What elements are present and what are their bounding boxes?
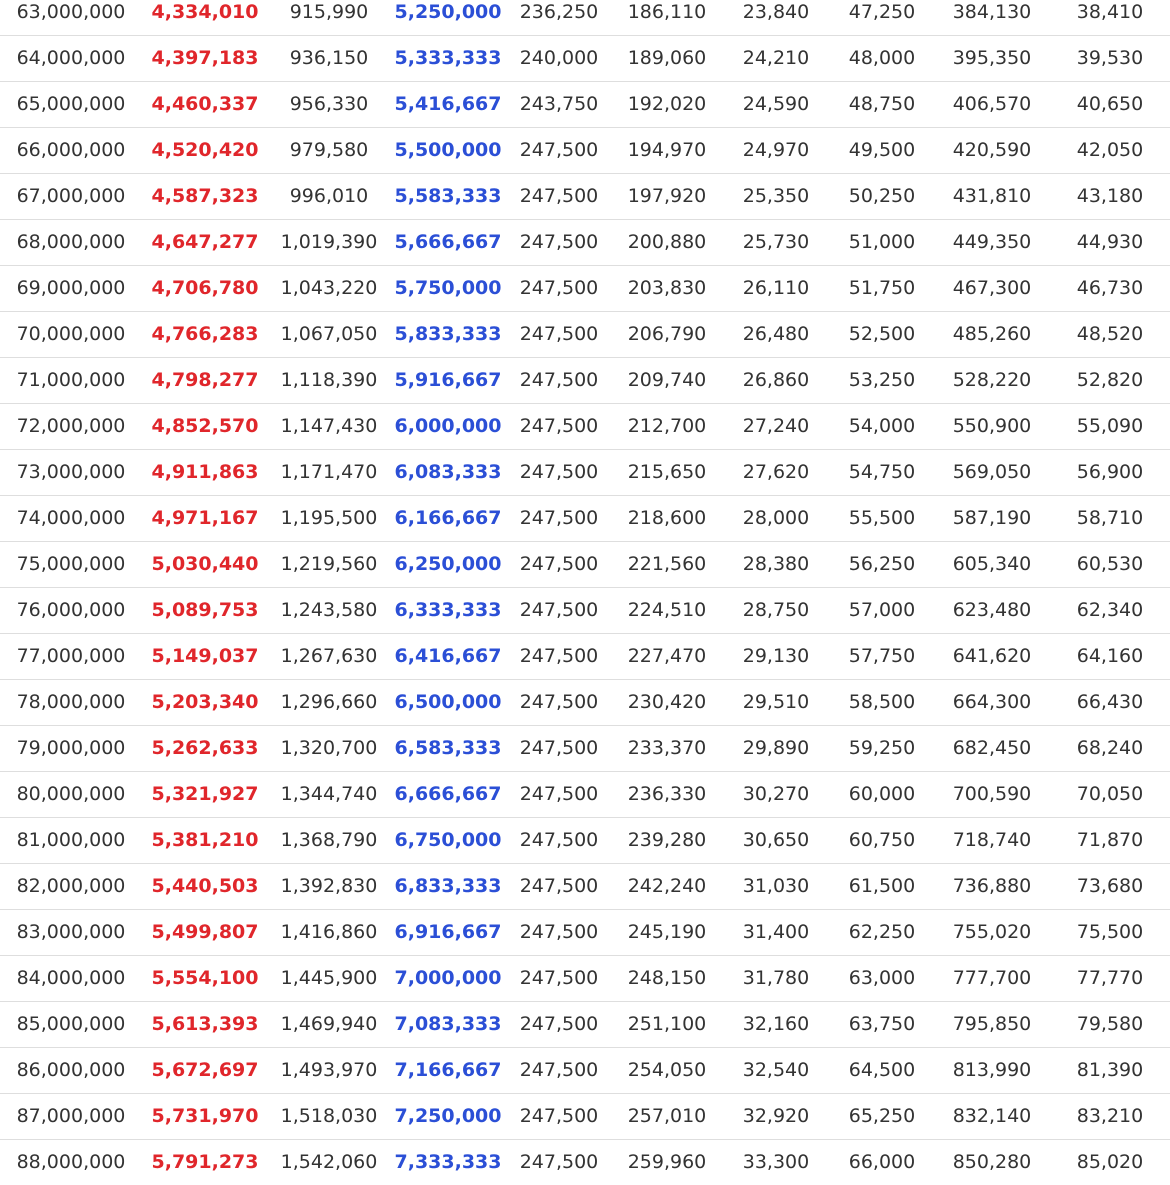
annual-salary-cell: 80,000,000 [0, 771, 142, 817]
total-deduction-cell: 1,195,500 [268, 495, 390, 541]
total-deduction-cell: 915,990 [268, 0, 390, 35]
local-tax-cell: 70,050 [1050, 771, 1170, 817]
local-tax-cell: 55,090 [1050, 403, 1170, 449]
pension-cell: 247,500 [506, 219, 612, 265]
table-row [0, 725, 1170, 771]
annual-salary-cell: 78,000,000 [0, 679, 142, 725]
table-row [0, 679, 1170, 725]
health-insurance-cell: 221,560 [612, 541, 722, 587]
local-tax-cell: 64,160 [1050, 633, 1170, 679]
total-deduction-cell: 996,010 [268, 173, 390, 219]
annual-salary-cell: 88,000,000 [16, 1151, 126, 1174]
monthly-salary-cell: 6,416,667 [390, 633, 506, 679]
monthly-salary-cell: 6,500,000 [390, 679, 506, 725]
annual-salary-cell: 83,000,000 [0, 909, 142, 955]
employment-insurance-cell: 51,000 [830, 219, 934, 265]
total-deduction-cell: 1,243,580 [268, 587, 390, 633]
employment-insurance-cell: 62,250 [830, 909, 934, 955]
health-insurance-cell: 212,700 [612, 403, 722, 449]
health-insurance-cell: 254,050 [612, 1047, 722, 1093]
monthly-salary-cell: 5,750,000 [390, 265, 506, 311]
table-row [0, 219, 1170, 265]
employment-insurance-cell: 50,250 [830, 173, 934, 219]
table-row [0, 633, 1170, 679]
local-tax-cell: 79,580 [1050, 1001, 1170, 1047]
income-tax-cell: 641,620 [934, 633, 1050, 679]
table-row [0, 173, 1170, 219]
net-deduction-cell: 4,334,010 [142, 0, 268, 35]
local-tax-cell: 73,680 [1050, 863, 1170, 909]
table-row [0, 265, 1170, 311]
total-deduction-cell: 1,019,390 [268, 219, 390, 265]
monthly-salary-cell: 7,000,000 [390, 955, 506, 1001]
table-row [0, 311, 1170, 357]
annual-salary-cell: 85,000,000 [0, 1001, 142, 1047]
health-insurance-cell: 259,960 [627, 1151, 707, 1174]
income-tax-cell: 569,050 [934, 449, 1050, 495]
net-deduction-cell: 4,911,863 [142, 449, 268, 495]
long-term-care-cell: 32,920 [722, 1093, 830, 1139]
net-deduction-cell: 5,613,393 [142, 1001, 268, 1047]
local-tax-cell: 39,530 [1050, 35, 1170, 81]
net-deduction-cell: 5,149,037 [142, 633, 268, 679]
net-deduction-cell: 4,520,420 [142, 127, 268, 173]
income-tax-cell: 384,130 [934, 0, 1050, 35]
monthly-salary-cell: 5,666,667 [390, 219, 506, 265]
annual-salary-cell: 73,000,000 [0, 449, 142, 495]
annual-salary-cell: 82,000,000 [0, 863, 142, 909]
employment-insurance-cell: 66,000 [848, 1151, 916, 1174]
annual-salary-cell: 81,000,000 [0, 817, 142, 863]
pension-cell: 247,500 [506, 771, 612, 817]
local-tax-cell: 52,820 [1050, 357, 1170, 403]
local-tax-cell: 71,870 [1050, 817, 1170, 863]
net-deduction-cell: 4,460,337 [142, 81, 268, 127]
net-deduction-cell: 4,706,780 [142, 265, 268, 311]
table-row [0, 1139, 1170, 1185]
income-tax-cell: 550,900 [934, 403, 1050, 449]
long-term-care-cell: 32,160 [722, 1001, 830, 1047]
annual-salary-cell: 63,000,000 [0, 0, 142, 35]
income-tax-cell: 587,190 [934, 495, 1050, 541]
health-insurance-cell: 248,150 [612, 955, 722, 1001]
pension-cell: 247,500 [506, 1093, 612, 1139]
table-row [0, 403, 1170, 449]
income-tax-cell: 449,350 [934, 219, 1050, 265]
long-term-care-cell: 30,650 [722, 817, 830, 863]
monthly-salary-cell: 6,333,333 [390, 587, 506, 633]
net-deduction-cell: 5,672,697 [142, 1047, 268, 1093]
monthly-salary-cell: 7,083,333 [390, 1001, 506, 1047]
long-term-care-cell: 25,350 [722, 173, 830, 219]
local-tax-cell: 60,530 [1050, 541, 1170, 587]
annual-salary-cell: 72,000,000 [0, 403, 142, 449]
pension-cell: 247,500 [506, 357, 612, 403]
health-insurance-cell: 218,600 [612, 495, 722, 541]
table-row [0, 955, 1170, 1001]
long-term-care-cell: 23,840 [722, 0, 830, 35]
total-deduction-cell: 1,542,060 [280, 1151, 378, 1174]
net-deduction-cell: 5,321,927 [142, 771, 268, 817]
net-deduction-cell: 4,852,570 [142, 403, 268, 449]
total-deduction-cell: 1,267,630 [268, 633, 390, 679]
local-tax-cell: 44,930 [1050, 219, 1170, 265]
income-tax-cell: 682,450 [934, 725, 1050, 771]
income-tax-cell: 755,020 [934, 909, 1050, 955]
total-deduction-cell: 1,296,660 [268, 679, 390, 725]
monthly-salary-cell: 6,833,333 [390, 863, 506, 909]
pension-cell: 247,500 [506, 173, 612, 219]
employment-insurance-cell: 58,500 [830, 679, 934, 725]
annual-salary-cell: 76,000,000 [0, 587, 142, 633]
health-insurance-cell: 203,830 [612, 265, 722, 311]
long-term-care-cell: 27,240 [722, 403, 830, 449]
annual-salary-cell: 68,000,000 [0, 219, 142, 265]
income-tax-cell: 664,300 [934, 679, 1050, 725]
net-deduction-cell: 5,262,633 [142, 725, 268, 771]
net-deduction-cell: 5,554,100 [142, 955, 268, 1001]
local-tax-cell: 40,650 [1050, 81, 1170, 127]
local-tax-cell: 66,430 [1050, 679, 1170, 725]
pension-cell: 247,500 [506, 127, 612, 173]
local-tax-cell: 43,180 [1050, 173, 1170, 219]
net-deduction-cell: 5,030,440 [142, 541, 268, 587]
table-row [0, 127, 1170, 173]
employment-insurance-cell: 49,500 [830, 127, 934, 173]
long-term-care-cell: 28,000 [722, 495, 830, 541]
employment-insurance-cell: 54,000 [830, 403, 934, 449]
total-deduction-cell: 956,330 [268, 81, 390, 127]
employment-insurance-cell: 65,250 [830, 1093, 934, 1139]
local-tax-cell: 48,520 [1050, 311, 1170, 357]
employment-insurance-cell: 53,250 [830, 357, 934, 403]
monthly-salary-cell: 6,583,333 [390, 725, 506, 771]
long-term-care-cell: 28,380 [722, 541, 830, 587]
income-tax-cell: 777,700 [934, 955, 1050, 1001]
total-deduction-cell: 1,493,970 [268, 1047, 390, 1093]
total-deduction-cell: 979,580 [268, 127, 390, 173]
long-term-care-cell: 27,620 [722, 449, 830, 495]
table-row [0, 541, 1170, 587]
health-insurance-cell: 251,100 [612, 1001, 722, 1047]
income-tax-cell: 406,570 [934, 81, 1050, 127]
net-deduction-cell: 4,397,183 [142, 35, 268, 81]
annual-salary-cell: 77,000,000 [0, 633, 142, 679]
monthly-salary-cell: 5,250,000 [390, 0, 506, 35]
monthly-salary-cell: 5,333,333 [390, 35, 506, 81]
annual-salary-cell: 84,000,000 [0, 955, 142, 1001]
monthly-salary-cell: 7,250,000 [390, 1093, 506, 1139]
health-insurance-cell: 224,510 [612, 587, 722, 633]
long-term-care-cell: 30,270 [722, 771, 830, 817]
annual-salary-cell: 69,000,000 [0, 265, 142, 311]
employment-insurance-cell: 55,500 [830, 495, 934, 541]
local-tax-cell: 46,730 [1050, 265, 1170, 311]
health-insurance-cell: 186,110 [612, 0, 722, 35]
total-deduction-cell: 1,118,390 [268, 357, 390, 403]
pension-cell: 247,500 [506, 909, 612, 955]
employment-insurance-cell: 54,750 [830, 449, 934, 495]
employment-insurance-cell: 57,750 [830, 633, 934, 679]
employment-insurance-cell: 63,000 [830, 955, 934, 1001]
health-insurance-cell: 192,020 [612, 81, 722, 127]
long-term-care-cell: 33,300 [742, 1151, 810, 1174]
table-row [0, 771, 1170, 817]
health-insurance-cell: 215,650 [612, 449, 722, 495]
total-deduction-cell: 1,219,560 [268, 541, 390, 587]
table-row [0, 587, 1170, 633]
health-insurance-cell: 200,880 [612, 219, 722, 265]
pension-cell: 240,000 [506, 35, 612, 81]
health-insurance-cell: 236,330 [612, 771, 722, 817]
table-row [0, 0, 1170, 35]
employment-insurance-cell: 63,750 [830, 1001, 934, 1047]
local-tax-cell: 42,050 [1050, 127, 1170, 173]
pension-cell: 247,500 [506, 587, 612, 633]
long-term-care-cell: 26,110 [722, 265, 830, 311]
pension-cell: 247,500 [506, 817, 612, 863]
income-tax-cell: 485,260 [934, 311, 1050, 357]
employment-insurance-cell: 47,250 [830, 0, 934, 35]
long-term-care-cell: 28,750 [722, 587, 830, 633]
monthly-salary-cell: 7,333,333 [394, 1151, 502, 1174]
income-tax-cell: 420,590 [934, 127, 1050, 173]
pension-cell: 247,500 [506, 265, 612, 311]
table-row [0, 1047, 1170, 1093]
employment-insurance-cell: 51,750 [830, 265, 934, 311]
income-tax-cell: 718,740 [934, 817, 1050, 863]
pension-cell: 247,500 [506, 725, 612, 771]
health-insurance-cell: 242,240 [612, 863, 722, 909]
income-tax-cell: 795,850 [934, 1001, 1050, 1047]
annual-salary-cell: 64,000,000 [0, 35, 142, 81]
income-tax-cell: 813,990 [934, 1047, 1050, 1093]
health-insurance-cell: 245,190 [612, 909, 722, 955]
annual-salary-cell: 87,000,000 [0, 1093, 142, 1139]
monthly-salary-cell: 6,000,000 [390, 403, 506, 449]
monthly-salary-cell: 6,916,667 [390, 909, 506, 955]
income-tax-cell: 395,350 [934, 35, 1050, 81]
monthly-salary-cell: 7,166,667 [390, 1047, 506, 1093]
pension-cell: 247,500 [506, 1001, 612, 1047]
monthly-salary-cell: 5,416,667 [390, 81, 506, 127]
local-tax-cell: 83,210 [1050, 1093, 1170, 1139]
table-row [0, 357, 1170, 403]
long-term-care-cell: 26,480 [722, 311, 830, 357]
net-deduction-cell: 5,381,210 [142, 817, 268, 863]
pension-cell: 247,500 [506, 403, 612, 449]
income-tax-cell: 605,340 [934, 541, 1050, 587]
table-row [0, 495, 1170, 541]
pension-cell: 247,500 [506, 955, 612, 1001]
local-tax-cell: 68,240 [1050, 725, 1170, 771]
table-row [0, 449, 1170, 495]
monthly-salary-cell: 6,083,333 [390, 449, 506, 495]
long-term-care-cell: 32,540 [722, 1047, 830, 1093]
annual-salary-cell: 67,000,000 [0, 173, 142, 219]
monthly-salary-cell: 6,166,667 [390, 495, 506, 541]
health-insurance-cell: 227,470 [612, 633, 722, 679]
long-term-care-cell: 29,890 [722, 725, 830, 771]
total-deduction-cell: 1,518,030 [268, 1093, 390, 1139]
net-deduction-cell: 4,587,323 [142, 173, 268, 219]
local-tax-cell: 38,410 [1050, 0, 1170, 35]
long-term-care-cell: 31,400 [722, 909, 830, 955]
employment-insurance-cell: 60,750 [830, 817, 934, 863]
employment-insurance-cell: 48,000 [830, 35, 934, 81]
health-insurance-cell: 230,420 [612, 679, 722, 725]
net-deduction-cell: 4,971,167 [142, 495, 268, 541]
monthly-salary-cell: 6,250,000 [390, 541, 506, 587]
pension-cell: 247,500 [506, 495, 612, 541]
long-term-care-cell: 25,730 [722, 219, 830, 265]
employment-insurance-cell: 56,250 [830, 541, 934, 587]
local-tax-cell: 56,900 [1050, 449, 1170, 495]
health-insurance-cell: 189,060 [612, 35, 722, 81]
employment-insurance-cell: 60,000 [830, 771, 934, 817]
long-term-care-cell: 24,590 [722, 81, 830, 127]
monthly-salary-cell: 5,500,000 [390, 127, 506, 173]
health-insurance-cell: 209,740 [612, 357, 722, 403]
net-deduction-cell: 4,766,283 [142, 311, 268, 357]
annual-salary-cell: 79,000,000 [0, 725, 142, 771]
total-deduction-cell: 1,171,470 [268, 449, 390, 495]
total-deduction-cell: 1,043,220 [268, 265, 390, 311]
pension-cell: 247,500 [506, 633, 612, 679]
total-deduction-cell: 1,147,430 [268, 403, 390, 449]
monthly-salary-cell: 6,666,667 [390, 771, 506, 817]
annual-salary-cell: 66,000,000 [0, 127, 142, 173]
annual-salary-cell: 86,000,000 [0, 1047, 142, 1093]
net-deduction-cell: 5,089,753 [142, 587, 268, 633]
pension-cell: 247,500 [506, 1047, 612, 1093]
net-deduction-cell: 4,647,277 [142, 219, 268, 265]
monthly-salary-cell: 5,833,333 [390, 311, 506, 357]
net-deduction-cell: 5,203,340 [142, 679, 268, 725]
local-tax-cell: 75,500 [1050, 909, 1170, 955]
pension-cell: 247,500 [506, 679, 612, 725]
table-row [0, 81, 1170, 127]
income-tax-cell: 528,220 [934, 357, 1050, 403]
monthly-salary-cell: 5,916,667 [390, 357, 506, 403]
health-insurance-cell: 257,010 [612, 1093, 722, 1139]
total-deduction-cell: 1,392,830 [268, 863, 390, 909]
employment-insurance-cell: 48,750 [830, 81, 934, 127]
monthly-salary-cell: 6,750,000 [390, 817, 506, 863]
health-insurance-cell: 197,920 [612, 173, 722, 219]
total-deduction-cell: 1,368,790 [268, 817, 390, 863]
net-deduction-cell: 4,798,277 [142, 357, 268, 403]
net-deduction-cell: 5,791,273 [151, 1151, 259, 1174]
local-tax-cell: 77,770 [1050, 955, 1170, 1001]
health-insurance-cell: 239,280 [612, 817, 722, 863]
annual-salary-cell: 70,000,000 [0, 311, 142, 357]
income-tax-cell: 467,300 [934, 265, 1050, 311]
employment-insurance-cell: 64,500 [830, 1047, 934, 1093]
table-row [0, 35, 1170, 81]
local-tax-cell: 62,340 [1050, 587, 1170, 633]
pension-cell: 247,500 [506, 863, 612, 909]
table-row [0, 1001, 1170, 1047]
long-term-care-cell: 24,970 [722, 127, 830, 173]
long-term-care-cell: 31,030 [722, 863, 830, 909]
long-term-care-cell: 29,510 [722, 679, 830, 725]
total-deduction-cell: 1,067,050 [268, 311, 390, 357]
long-term-care-cell: 31,780 [722, 955, 830, 1001]
total-deduction-cell: 1,320,700 [268, 725, 390, 771]
total-deduction-cell: 1,469,940 [268, 1001, 390, 1047]
local-tax-cell: 85,020 [1076, 1151, 1144, 1174]
pension-cell: 247,500 [519, 1151, 599, 1174]
monthly-salary-cell: 5,583,333 [390, 173, 506, 219]
long-term-care-cell: 24,210 [722, 35, 830, 81]
employment-insurance-cell: 59,250 [830, 725, 934, 771]
income-tax-cell: 623,480 [934, 587, 1050, 633]
net-deduction-cell: 5,499,807 [142, 909, 268, 955]
pension-cell: 243,750 [506, 81, 612, 127]
employment-insurance-cell: 52,500 [830, 311, 934, 357]
employment-insurance-cell: 57,000 [830, 587, 934, 633]
pension-cell: 247,500 [506, 541, 612, 587]
total-deduction-cell: 1,344,740 [268, 771, 390, 817]
table-row [0, 817, 1170, 863]
annual-salary-cell: 74,000,000 [0, 495, 142, 541]
net-deduction-cell: 5,440,503 [142, 863, 268, 909]
pension-cell: 247,500 [506, 311, 612, 357]
health-insurance-cell: 206,790 [612, 311, 722, 357]
annual-salary-cell: 65,000,000 [0, 81, 142, 127]
total-deduction-cell: 1,416,860 [268, 909, 390, 955]
table-row [0, 863, 1170, 909]
total-deduction-cell: 936,150 [268, 35, 390, 81]
local-tax-cell: 81,390 [1050, 1047, 1170, 1093]
annual-salary-cell: 71,000,000 [0, 357, 142, 403]
health-insurance-cell: 194,970 [612, 127, 722, 173]
pension-cell: 236,250 [506, 0, 612, 35]
income-tax-cell: 850,280 [952, 1151, 1032, 1174]
income-tax-cell: 431,810 [934, 173, 1050, 219]
table-row [0, 1093, 1170, 1139]
employment-insurance-cell: 61,500 [830, 863, 934, 909]
income-tax-cell: 832,140 [934, 1093, 1050, 1139]
pension-cell: 247,500 [506, 449, 612, 495]
table-row [0, 909, 1170, 955]
long-term-care-cell: 26,860 [722, 357, 830, 403]
income-tax-cell: 736,880 [934, 863, 1050, 909]
annual-salary-cell: 75,000,000 [0, 541, 142, 587]
income-tax-cell: 700,590 [934, 771, 1050, 817]
total-deduction-cell: 1,445,900 [268, 955, 390, 1001]
net-deduction-cell: 5,731,970 [142, 1093, 268, 1139]
health-insurance-cell: 233,370 [612, 725, 722, 771]
local-tax-cell: 58,710 [1050, 495, 1170, 541]
long-term-care-cell: 29,130 [722, 633, 830, 679]
